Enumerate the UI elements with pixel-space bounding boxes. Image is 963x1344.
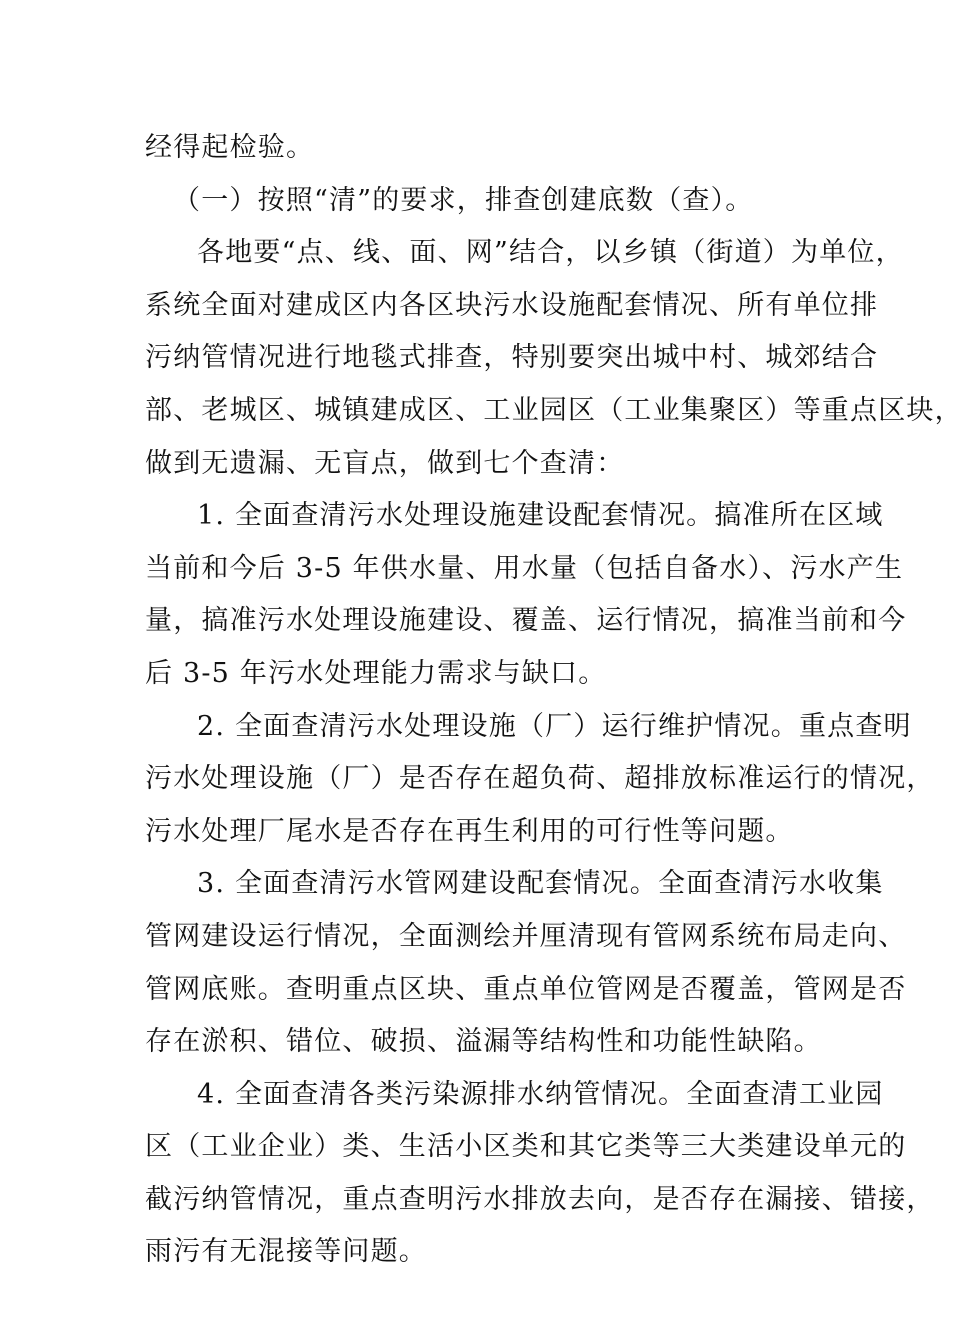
text-line: 量，搞准污水处理设施建设、覆盖、运行情况，搞准当前和今 bbox=[145, 605, 907, 637]
document-body bbox=[145, 122, 963, 1279]
text-line: 截污纳管情况，重点查明污水排放去向，是否存在漏接、错接， bbox=[145, 1183, 935, 1215]
item-3-first-line: 3. 全面查清污水管网建设配套情况。全面查清污水收集 bbox=[197, 868, 884, 900]
text-line: 污水处理设施（厂）是否存在超负荷、超排放标准运行的情况， bbox=[145, 763, 935, 795]
text-line: 管网底账。查明重点区块、重点单位管网是否覆盖，管网是否 bbox=[145, 973, 907, 1005]
text-line: 经得起检验。 bbox=[145, 132, 315, 163]
text-line: 系统全面对建成区内各区块污水设施配套情况、所有单位排 bbox=[145, 289, 879, 321]
item-4-first-line: 4. 全面查清各类污染源排水纳管情况。全面查清工业园 bbox=[197, 1078, 884, 1110]
item-2-first-line: 2. 全面查清污水处理设施（厂）运行维护情况。重点查明 bbox=[197, 710, 912, 742]
text-line: 区（工业企业）类、生活小区类和其它类等三大类建设单元的 bbox=[145, 1131, 907, 1163]
text-line: 部、老城区、城镇建成区、工业园区（工业集聚区）等重点区块， bbox=[145, 394, 963, 426]
text-line: 做到无遗漏、无盲点，做到七个查清： bbox=[145, 447, 625, 479]
item-1-first-line: 1. 全面查清污水处理设施建设配套情况。搞准所在区域 bbox=[197, 500, 884, 532]
text-line: 污纳管情况进行地毯式排查，特别要突出城中村、城郊结合 bbox=[145, 342, 879, 374]
text-line: 雨污有无混接等问题。 bbox=[145, 1236, 427, 1268]
paragraph-first-line: 各地要“点、线、面、网”结合，以乡镇（街道）为单位， bbox=[197, 237, 904, 269]
section-heading: （一）按照“清”的要求，排查创建底数（查）。 bbox=[173, 184, 754, 216]
text-line: 管网建设运行情况，全面测绘并厘清现有管网系统布局走向、 bbox=[145, 920, 907, 952]
text-line: 当前和今后 3-5 年供水量、用水量（包括自备水）、污水产生 bbox=[145, 552, 904, 584]
text-line: 污水处理厂尾水是否存在再生利用的可行性等问题。 bbox=[145, 815, 794, 847]
text-line: 后 3-5 年污水处理能力需求与缺口。 bbox=[145, 657, 607, 689]
text-line: 存在淤积、错位、破损、溢漏等结构性和功能性缺陷。 bbox=[145, 1026, 822, 1058]
